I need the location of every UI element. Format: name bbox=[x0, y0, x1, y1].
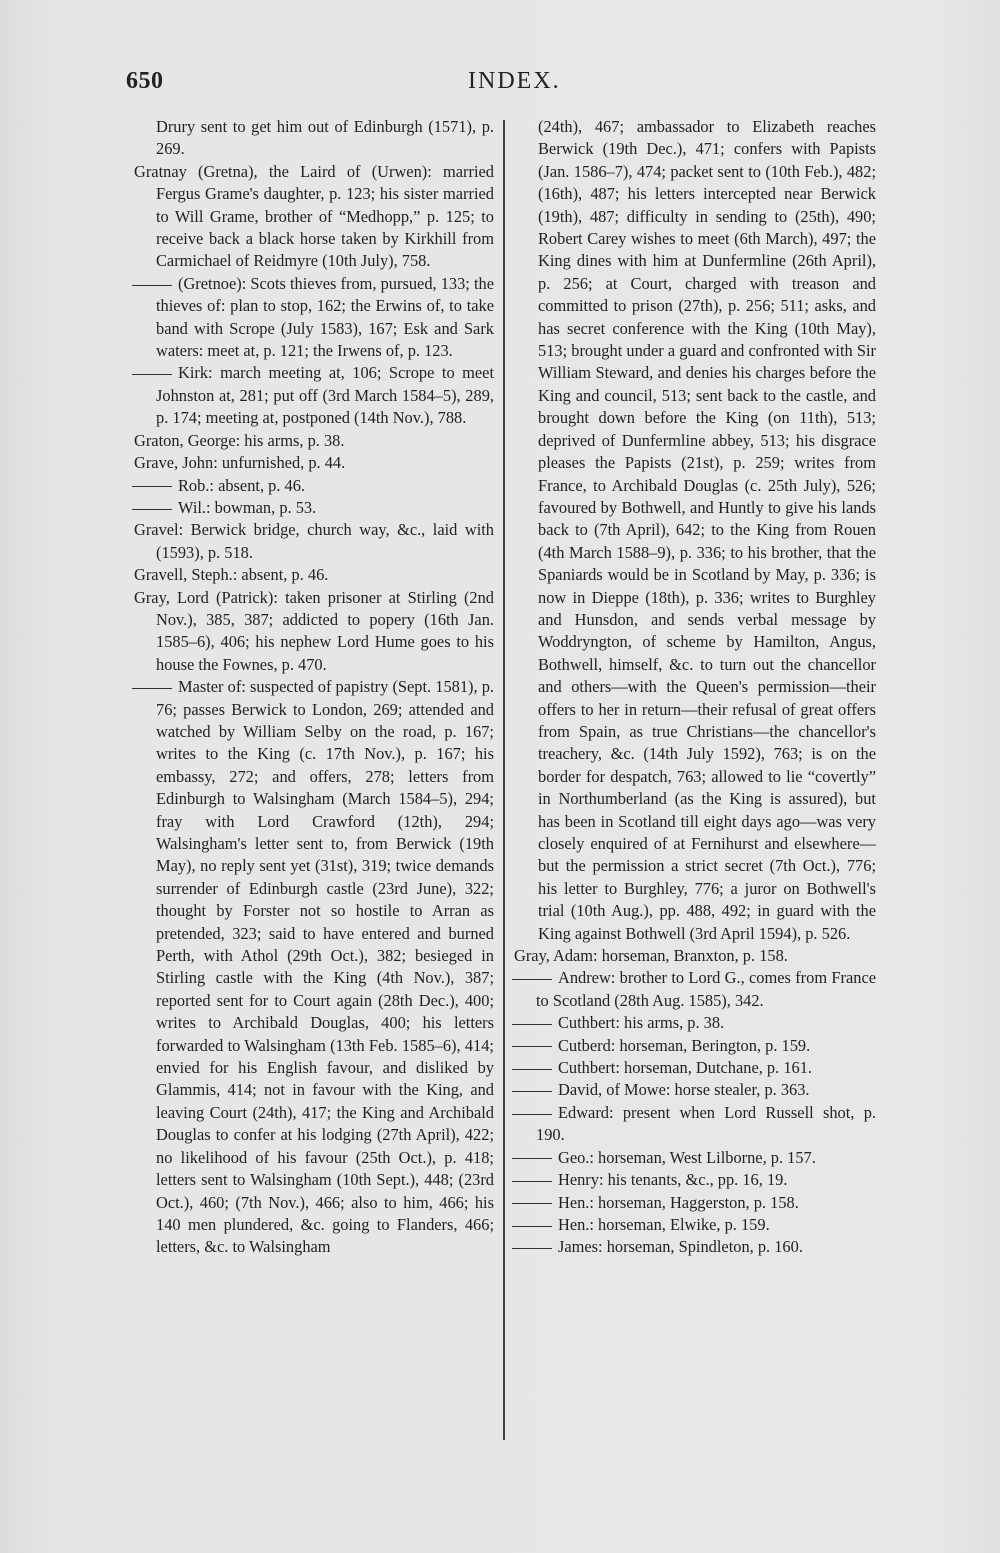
index-entry: David, of Mowe: horse stealer, p. 363. bbox=[514, 1079, 876, 1101]
index-entry: Cutberd: horseman, Berington, p. 159. bbox=[514, 1035, 876, 1057]
index-entry: Hen.: horseman, Elwike, p. 159. bbox=[514, 1214, 876, 1236]
index-entry: Gratnay (Gretna), the Laird of (Urwen): married Fergus Grame's daughter, p. 123; his sister married to Will Grame, brother of “Medhopp,” p. 125; to receive back a black horse taken by Kirkhill from Carmichael of Reidmyre (10th July), 758. bbox=[134, 161, 494, 271]
column-divider bbox=[503, 120, 505, 1440]
index-entry: (Gretnoe): Scots thieves from, pursued, 133; the thieves of: plan to stop, 162; the Erwins of, to take band with Scrope (July 1583), 167; Esk and Sark waters: meet at, p. 121; the Irwens of, p. 123. bbox=[134, 273, 494, 363]
right-column bbox=[514, 116, 876, 1259]
index-entry: Graton, George: his arms, p. 38. bbox=[134, 430, 345, 450]
index-entry: Gravell, Steph.: absent, p. 46. bbox=[134, 565, 329, 585]
index-entry: James: horseman, Spindleton, p. 160. bbox=[514, 1236, 876, 1258]
index-entry: Drury sent to get him out of Edinburgh (1571), p. 269. bbox=[156, 117, 494, 159]
index-entry: Wil.: bowman, p. 53. bbox=[134, 497, 494, 519]
index-entry: Henry: his tenants, &c., pp. 16, 19. bbox=[514, 1169, 876, 1191]
index-entry: Gravel: Berwick bridge, church way, &c., laid with (1593), p. 518. bbox=[134, 520, 494, 562]
index-entry: Edward: present when Lord Russell shot, p. 190. bbox=[514, 1102, 876, 1147]
index-entry: Andrew: brother to Lord G., comes from France to Scotland (28th Aug. 1585), 342. bbox=[514, 967, 876, 1012]
index-entry: Hen.: horseman, Haggerston, p. 158. bbox=[514, 1192, 876, 1214]
page-number: 650 bbox=[126, 68, 164, 94]
left-column bbox=[134, 116, 494, 1259]
index-entry: (24th), 467; ambassador to Elizabeth reaches Berwick (19th Dec.), 471; confers with Papists (Jan. 1586–7), 474; packet sent to (10th Feb.), 482; (16th), 487; his letters intercepted near Berwick (19th), 487; difficulty in sending to (25th), 490; Robert Carey wishes to meet (6th March), 497; the King dines with him at Dunfermline (26th April), p. 256; at Court, charged with treason and committed to prison (27th), p. 256; 511; asks, and has secret conference with the King (10th May), 513; brought under a guard and confronted with Sir William Steward, and denies his charges before the King and council, 513; sent back to the castle, and brought down before the King (on 11th), 513; deprived of Dunfermline abbey, 513; his disgrace pleases the Papists (21st), p. 259; writes from France, to Archibald Douglas (c. 25th July), 526; favoured by Bothwell, and Huntly to give his lands back to (7th April), 642; to the King from Rouen (4th March 1588–9), p. 336; to his brother, that the Spaniards would be in Scotland by May, p. 336; is now in Dieppe (18th), p. 336; writes to Burghley and Hunsdon, and sends verbal message by Woddryngton, of scheme by Hamilton, Angus, Bothwell, himself, &c. to turn out the chancellor and others—with the Queen's permission—their offers to her in return—their refusal of great offers from Spain, as true Christians—the chancellor's treachery, &c. (14th July 1592), 763; is on the border for despatch, 763; allowed to lie “covertly” in Northumberland (as the King is assured), but has been in Scotland till eight days ago—was very closely enquired of at Fernihurst and elsewhere—but the permission a strict secret (7th Oct.), 776; his letter to Burghley, 776; a juror on Bothwell's trial (10th Aug.), pp. 488, 492; in guard with the King against Bothwell (3rd April 1594), p. 526. bbox=[538, 117, 876, 943]
index-entry: Grave, John: unfurnished, p. 44. bbox=[134, 453, 346, 473]
index-entry: Rob.: absent, p. 46. bbox=[134, 475, 494, 497]
index-entry: Gray, Adam: horseman, Branxton, p. 158. bbox=[514, 946, 788, 966]
index-entry: Cuthbert: horseman, Dutchane, p. 161. bbox=[514, 1057, 876, 1079]
index-entry: Geo.: horseman, West Lilborne, p. 157. bbox=[514, 1147, 876, 1169]
page-title: INDEX. bbox=[468, 68, 561, 94]
index-entry: Kirk: march meeting at, 106; Scrope to meet Johnston at, 281; put off (3rd March 1584–5), 289, p. 174; meeting at, postponed (14th Nov.), 788. bbox=[134, 362, 494, 429]
index-entry: Gray, Lord (Patrick): taken prisoner at Stirling (2nd Nov.), 385, 387; addicted to popery (16th Jan. 1585–6), 406; his nephew Lord Hume goes to his house the Fownes, p. 470. bbox=[134, 587, 494, 674]
index-entry: Cuthbert: his arms, p. 38. bbox=[514, 1012, 876, 1034]
index-entry: Master of: suspected of papistry (Sept. 1581), p. 76; passes Berwick to London, 269; attended and watched by William Selby on the road, p. 167; writes to the King (c. 17th Nov.), p. 167; his embassy, 272; and offers, 278; letters from Edinburgh to Walsingham (March 1584–5), 294; fray with Lord Crawford (12th), 294; Walsingham's letter sent to, from Berwick (19th May), no reply sent yet (31st), 319; twice demands surrender of Edinburgh castle (23rd June), 322; thought by Forster not so hostile to Arran as pretended, 323; said to have entered and burned Perth, with Athol (29th Oct.), 382; besieged in Stirling castle with the King (4th Nov.), 387; reported sent for to Court again (28th Dec.), 400; writes to Archibald Douglas, 400; his letters forwarded to Walsingham (13th Feb. 1585–6), 414; envied for his English favour, and disliked by Glammis, 414; not in favour with the King, and leaving Court (24th), 417; the King and Archibald Douglas to confer at his lodging (27th April), 422; no likelihood of his favour (25th Oct.), p. 418; letters sent to Walsingham (10th Sept.), 448; (23rd Oct.), 460; (7th Nov.), 466; also to him, 466; his 140 men plundered, &c. going to Flanders, 466; letters, &c. to Walsingham bbox=[134, 676, 494, 1259]
